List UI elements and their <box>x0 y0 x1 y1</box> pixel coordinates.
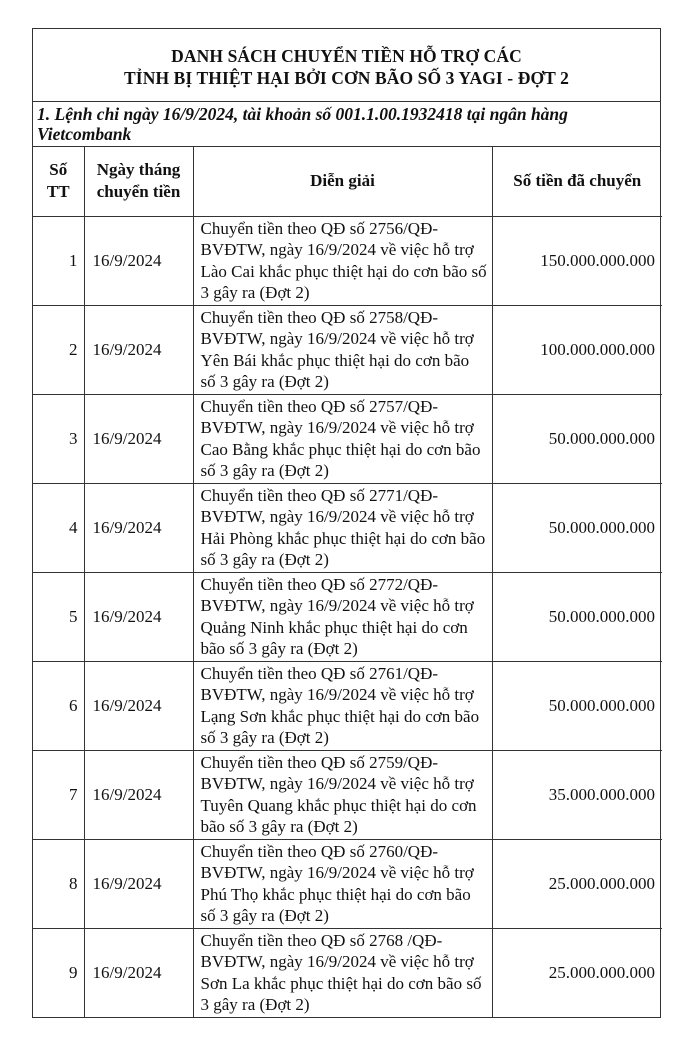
row-amount: 50.000.000.000 <box>492 572 662 661</box>
row-date: 16/9/2024 <box>84 572 193 661</box>
row-description: Chuyển tiền theo QĐ số 2761/QĐ-BVĐTW, ngày 16/9/2024 về việc hỗ trợ Lạng Sơn khắc phục thiệt hại do cơn bão số 3 gây ra (Đợt 2) <box>193 661 492 750</box>
header-date: Ngày tháng chuyển tiền <box>84 147 193 216</box>
row-date: 16/9/2024 <box>84 483 193 572</box>
row-number: 5 <box>33 572 84 661</box>
row-date: 16/9/2024 <box>84 216 193 305</box>
table-row <box>33 216 662 305</box>
row-description: Chuyển tiền theo QĐ số 2768 /QĐ-BVĐTW, ngày 16/9/2024 về việc hỗ trợ Sơn La khắc phục thiệt hại do cơn bão số 3 gây ra (Đợt 2) <box>193 928 492 1017</box>
row-description: Chuyển tiền theo QĐ số 2759/QĐ-BVĐTW, ngày 16/9/2024 về việc hỗ trợ Tuyên Quang khắc phục thiệt hại do cơn bão số 3 gây ra (Đợt 2) <box>193 750 492 839</box>
header-amount: Số tiền đã chuyển <box>492 147 662 216</box>
row-number: 6 <box>33 661 84 750</box>
row-description: Chuyển tiền theo QĐ số 2771/QĐ-BVĐTW, ngày 16/9/2024 về việc hỗ trợ Hải Phòng khắc phục thiệt hại do cơn bão số 3 gây ra (Đợt 2) <box>193 483 492 572</box>
header-description: Diễn giải <box>193 147 492 216</box>
document-title <box>33 29 660 102</box>
transfer-table <box>33 147 662 1017</box>
row-number: 9 <box>33 928 84 1017</box>
row-number: 4 <box>33 483 84 572</box>
row-description: Chuyển tiền theo QĐ số 2772/QĐ-BVĐTW, ngày 16/9/2024 về việc hỗ trợ Quảng Ninh khắc phục thiệt hại do cơn bão số 3 gây ra (Đợt 2) <box>193 572 492 661</box>
row-number: 3 <box>33 394 84 483</box>
row-description: Chuyển tiền theo QĐ số 2760/QĐ-BVĐTW, ngày 16/9/2024 về việc hỗ trợ Phú Thọ khắc phục thiệt hại do cơn bão số 3 gây ra (Đợt 2) <box>193 839 492 928</box>
row-date: 16/9/2024 <box>84 839 193 928</box>
row-amount: 25.000.000.000 <box>492 928 662 1017</box>
row-date: 16/9/2024 <box>84 305 193 394</box>
row-number: 7 <box>33 750 84 839</box>
row-number: 1 <box>33 216 84 305</box>
row-date: 16/9/2024 <box>84 394 193 483</box>
row-date: 16/9/2024 <box>84 750 193 839</box>
row-amount: 50.000.000.000 <box>492 661 662 750</box>
row-description: Chuyển tiền theo QĐ số 2756/QĐ-BVĐTW, ngày 16/9/2024 về việc hỗ trợ Lào Cai khắc phục thiệt hại do cơn bão số 3 gây ra (Đợt 2) <box>193 216 492 305</box>
row-date: 16/9/2024 <box>84 661 193 750</box>
table-header-row <box>33 147 662 216</box>
title-line-2: TỈNH BỊ THIỆT HẠI BỞI CƠN BÃO SỐ 3 YAGI - ĐỢT 2 <box>124 67 569 88</box>
row-description: Chuyển tiền theo QĐ số 2757/QĐ-BVĐTW, ngày 16/9/2024 về việc hỗ trợ Cao Bằng khắc phục thiệt hại do cơn bão số 3 gây ra (Đợt 2) <box>193 394 492 483</box>
table-row <box>33 572 662 661</box>
row-amount: 50.000.000.000 <box>492 483 662 572</box>
table-row <box>33 661 662 750</box>
header-no: Số TT <box>33 147 84 216</box>
table-row <box>33 394 662 483</box>
table-row <box>33 928 662 1017</box>
title-line-1: DANH SÁCH CHUYỂN TIỀN HỖ TRỢ CÁC <box>171 45 522 66</box>
section-heading: 1. Lệnh chi ngày 16/9/2024, tài khoản số 001.1.00.1932418 tại ngân hàng Vietcombank <box>33 102 660 147</box>
row-amount: 50.000.000.000 <box>492 394 662 483</box>
table-row <box>33 839 662 928</box>
row-date: 16/9/2024 <box>84 928 193 1017</box>
row-number: 8 <box>33 839 84 928</box>
row-number: 2 <box>33 305 84 394</box>
row-description: Chuyển tiền theo QĐ số 2758/QĐ-BVĐTW, ngày 16/9/2024 về việc hỗ trợ Yên Bái khắc phục thiệt hại do cơn bão số 3 gây ra (Đợt 2) <box>193 305 492 394</box>
row-amount: 35.000.000.000 <box>492 750 662 839</box>
table-row <box>33 483 662 572</box>
table-row <box>33 750 662 839</box>
row-amount: 100.000.000.000 <box>492 305 662 394</box>
row-amount: 150.000.000.000 <box>492 216 662 305</box>
table-row <box>33 305 662 394</box>
transfer-list-document <box>32 28 661 1018</box>
row-amount: 25.000.000.000 <box>492 839 662 928</box>
